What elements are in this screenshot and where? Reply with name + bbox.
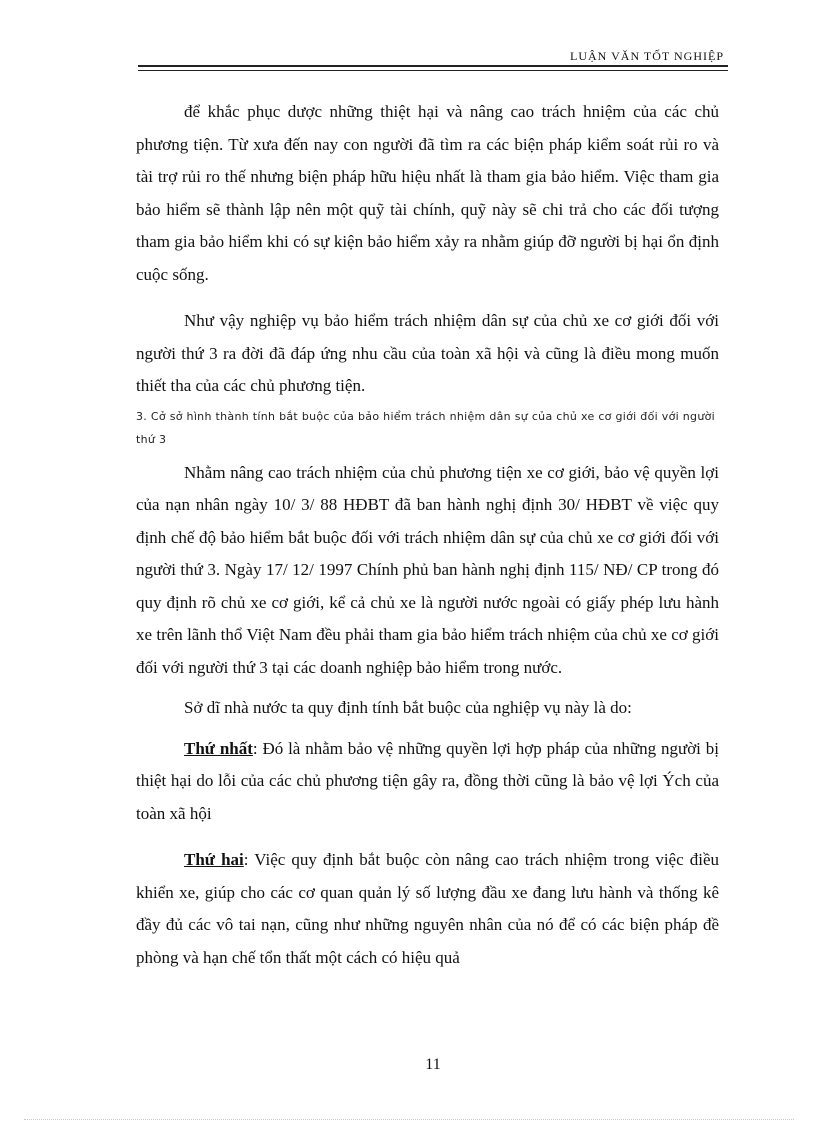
page-bottom-dotted-border <box>24 1119 794 1120</box>
body-paragraph-1: để khắc phục dược những thiệt hại và nâng cao trách hniệm của các chủ phương tiện. Từ xưa đến nay con người đã tìm ra các biện pháp kiểm soát rủi ro và tài trợ rủi ro thế nhưng biện pháp hữu hiệu nhất là tham gia bảo hiểm. Việc tham gia bảo hiểm sẽ thành lập nên một quỹ tài chính, quỹ này sẽ chi trả cho các đối tượng tham gia bảo hiểm khi có sự kiện bảo hiểm xảy ra nhằm giúp đỡ người bị hại ổn định cuộc sống. <box>136 102 719 284</box>
first-reason-paragraph <box>136 733 719 831</box>
running-header-title: LUẬN VĂN TỐT NGHIỆP <box>570 49 724 63</box>
second-reason-text: : Việc quy định bắt buộc còn nâng cao trách nhiệm trong việc điều khiển xe, giúp cho các cơ quan quản lý số lượng đầu xe đang lưu hành và thống kê đầy đủ các vô tai nạn, cũng như những nguyên nhân của nó để có các biện pháp đề phòng và hạn chế tổn thất một cách có hiệu quả <box>136 850 719 967</box>
page-body <box>136 96 719 974</box>
body-paragraph-4: Sở dĩ nhà nước ta quy định tính bắt buộc của nghiệp vụ này là do: <box>184 698 632 717</box>
first-reason-label: Thứ nhất <box>184 738 253 758</box>
header-rule-thick <box>138 65 728 67</box>
second-reason-label: Thứ hai <box>184 850 244 869</box>
first-reason-text: : Đó là nhằm bảo vệ những quyền lợi hợp pháp của những người bị thiệt hại do lỗi của các chủ phương tiện gây ra, đồng thời cũng là bảo vệ lợi Ých của toàn xã hội <box>136 738 719 823</box>
body-paragraph-3: Nhằm nâng cao trách nhiệm của chủ phương tiện xe cơ giới, bảo vệ quyền lợi của nạn nhân ngày 10/ 3/ 88 HĐBT đã ban hành nghị định 30/ HĐBT về việc quy định chế độ bảo hiểm bắt buộc đối với trách nhiệm dân sự của chủ xe cơ giới đối với người thứ 3. Ngày 17/ 12/ 1997 Chính phủ ban hành nghị định 115/ NĐ/ CP trong đó quy định rõ chủ xe cơ giới, kể cả chủ xe là người nước ngoài có giấy phép lưu hành xe trên lãnh thổ Việt Nam đều phải tham gia bảo hiểm trách nhiệm của chủ xe cơ giới đối với người thứ 3 tại các doanh nghiệp bảo hiểm trong nước. <box>136 462 719 677</box>
body-paragraph-2: Như vậy nghiệp vụ bảo hiểm trách nhiệm dân sự của chủ xe cơ giới đối với người thứ 3 ra đời đã đáp ứng nhu cầu của toàn xã hội và cũng là điều mong muốn thiết tha của các chủ phương tiện. <box>136 311 719 395</box>
second-reason-paragraph <box>136 844 719 974</box>
header-rule-thin <box>138 70 728 71</box>
section-heading: 3. Cở sở hình thành tính bắt buộc của bảo hiểm trách nhiệm dân sự của chủ xe cơ giới đối với người thứ 3 <box>136 409 715 446</box>
page-number: 11 <box>425 1056 441 1073</box>
